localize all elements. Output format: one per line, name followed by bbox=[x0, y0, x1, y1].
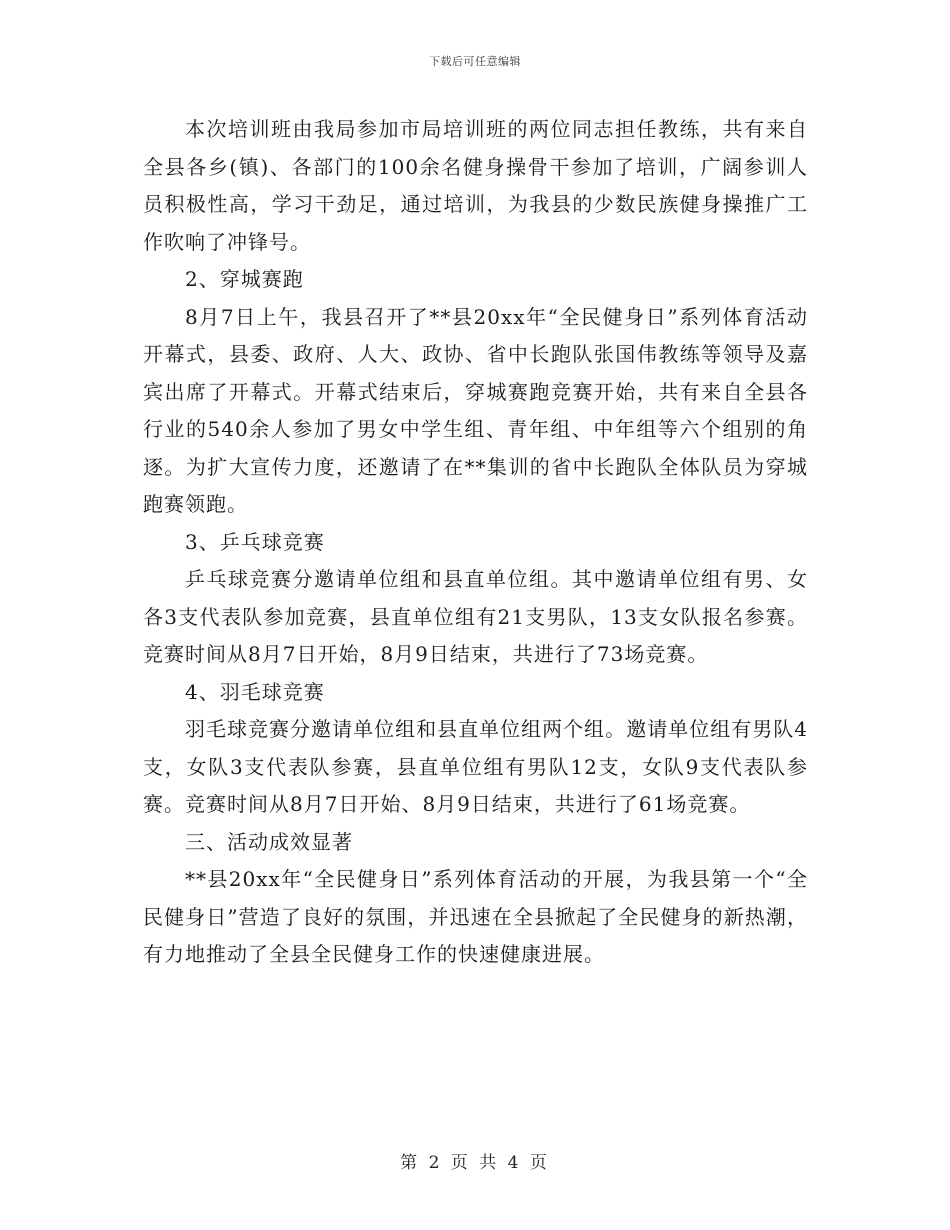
document-body bbox=[143, 111, 808, 974]
paragraph-results: **县20xx年“全民健身日”系列体育活动的开展，为我县第一个“全民健身日”营造了良好的氛围，并迅速在全县掀起了全民健身的新热潮，有力地推动了全县全民健身工作的快速健康进展。 bbox=[143, 867, 808, 966]
heading-results: 三、活动成效显著 bbox=[185, 829, 353, 854]
header-note: 下载后可任意编辑 bbox=[429, 55, 521, 68]
paragraph-badminton: 羽毛球竞赛分邀请单位组和县直单位组两个组。邀请单位组有男队4支，女队3支代表队参赛，县直单位组有男队12支，女队9支代表队参赛。竞赛时间从8月7日开始、8月9日结束，共进行了61场竞赛。 bbox=[143, 717, 808, 816]
heading-badminton: 4、羽毛球竞赛 bbox=[185, 679, 325, 704]
page-number: 第 2 页 共 4 页 bbox=[400, 1153, 550, 1173]
heading-city-run: 2、穿城赛跑 bbox=[185, 267, 304, 291]
paragraph-city-run: 8月7日上午，我县召开了**县20xx年“全民健身日”系列体育活动开幕式，县委、政府、人大、政协、省中长跑队张国伟教练等领导及嘉宾出席了开幕式。开幕式结束后，穿城赛跑竞赛开始，共有来自全县各行业的540余人参加了男女中学生组、青年组、中年组等六个组别的角逐。为扩大宣传力度，还邀请了在**集训的省中长跑队全体队员为穿城跑赛领跑。 bbox=[143, 304, 808, 516]
paragraph-table-tennis: 乒乓球竞赛分邀请单位组和县直单位组。其中邀请单位组有男、女各3支代表队参加竞赛，县直单位组有21支男队，13支女队报名参赛。竞赛时间从8月7日开始，8月9日结束，共进行了73场竞赛。 bbox=[143, 567, 808, 666]
heading-table-tennis: 3、乒乓球竞赛 bbox=[185, 529, 325, 554]
paragraph-training-summary: 本次培训班由我局参加市局培训班的两位同志担任教练，共有来自全县各乡(镇)、各部门的100余名健身操骨干参加了培训，广阔参训人员积极性高，学习干劲足，通过培训，为我县的少数民族健身操推广工作吹响了冲锋号。 bbox=[143, 117, 808, 254]
